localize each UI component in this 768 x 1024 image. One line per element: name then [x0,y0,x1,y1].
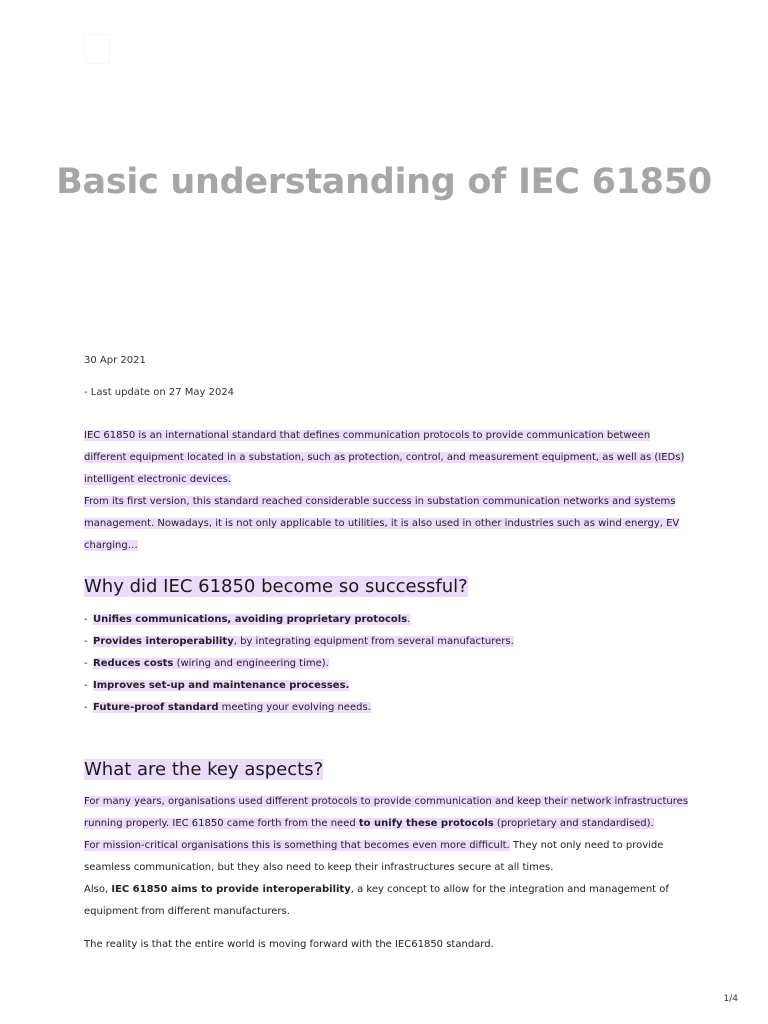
page-number: 1/4 [723,994,738,1004]
intro-paragraph-1: IEC 61850 is an international standard that defines communication protocols to provide communication between different equipment located in a substation, such as protection, control, and measurement equipment, as well as (IEDs) intelligent electronic devices. [84,430,685,485]
list-item: - Provides interoperability, by integrating equipment from several manufacturers. [84,636,514,647]
publish-date: 30 Apr 2021 [84,355,146,366]
intro-section [84,425,694,557]
key-aspects-paragraph-4: The reality is that the entire world is moving forward with the IEC61850 standard. [84,939,494,950]
section-heading-success: Why did IEC 61850 become so successful? [84,576,468,597]
section-heading-key-aspects: What are the key aspects? [84,759,324,780]
list-item: - Unifies communications, avoiding proprietary protocols. [84,614,411,625]
success-list [84,609,704,719]
last-update: - Last update on 27 May 2024 [84,387,235,398]
list-item: - Future-proof standard meeting your evolving needs. [84,702,371,713]
key-aspects-paragraph-2: For mission-critical organisations this is something that becomes even more difficult. They not only need to provide seamless communication, but they also need to keep their infrastructures secure at all times. [84,840,664,873]
intro-paragraph-2: From its first version, this standard reached considerable success in substation communication networks and systems management. Nowadays, it is not only applicable to utilities, it is also used in other industries such as wind energy, EV charging… [84,496,680,551]
logo-placeholder [84,34,110,64]
list-item: - Improves set-up and maintenance processes. [84,680,350,691]
key-aspects-paragraph-1: For many years, organisations used different protocols to provide communication and keep their network infrastructures running properly. IEC 61850 came forth from the need to unify these protocols (proprietary and standardised). [84,796,689,829]
key-aspects-section [84,791,694,956]
key-aspects-paragraph-3: Also, IEC 61850 aims to provide interoperability, a key concept to allow for the integration and management of equipment from different manufacturers. [84,884,669,917]
list-item: - Reduces costs (wiring and engineering time). [84,658,329,669]
page-title: Basic understanding of IEC 61850 [56,162,712,202]
